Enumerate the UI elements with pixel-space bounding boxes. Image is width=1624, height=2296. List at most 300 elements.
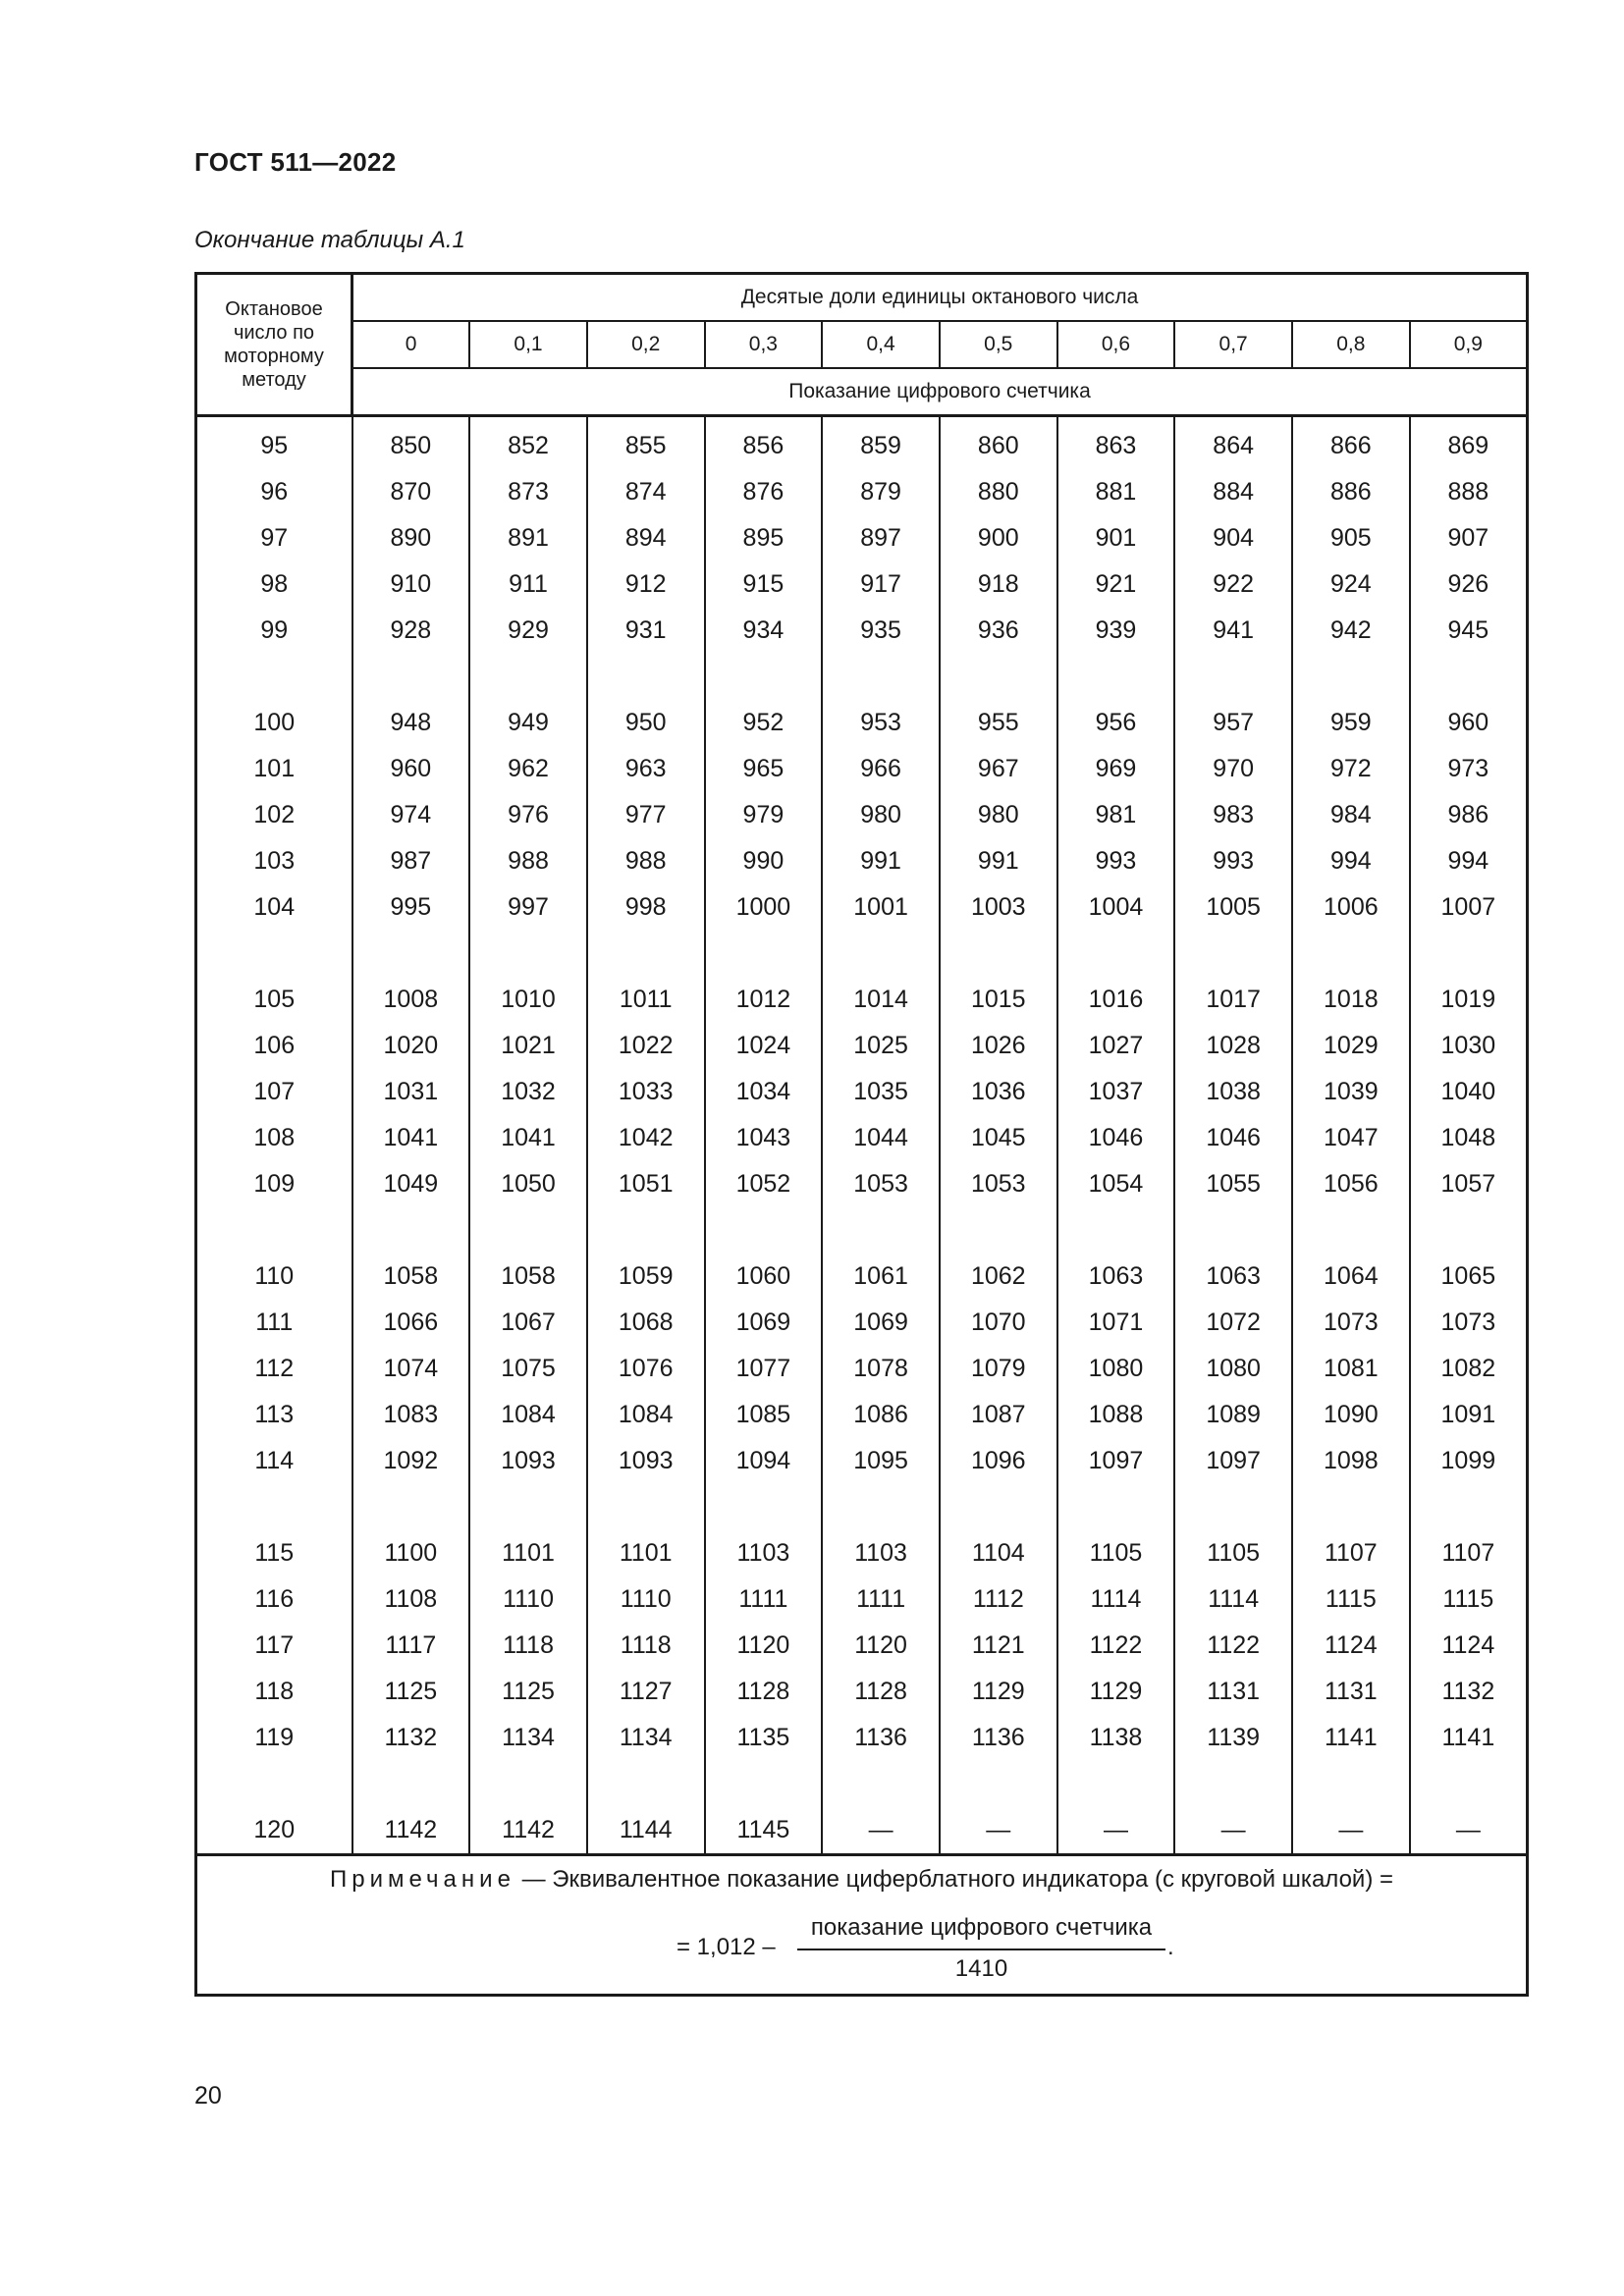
reading-cell: 990: [705, 838, 823, 884]
decimal-header-cell: 0,7: [1174, 321, 1292, 368]
reading-cell: 901: [1057, 515, 1175, 561]
table-row: [196, 792, 1528, 838]
reading-cell: 1141: [1292, 1715, 1410, 1761]
spacer-cell: [469, 931, 587, 977]
reading-cell: 1076: [587, 1346, 705, 1392]
spacer-cell: [1057, 1761, 1175, 1807]
table-row: [196, 1623, 1528, 1669]
reading-cell: 1018: [1292, 977, 1410, 1023]
spacer-cell: [940, 931, 1057, 977]
reading-cell: 856: [705, 416, 823, 470]
reading-cell: 934: [705, 608, 823, 654]
reading-cell: 1080: [1057, 1346, 1175, 1392]
reading-cell: 863: [1057, 416, 1175, 470]
reading-cell: 880: [940, 469, 1057, 515]
spacer-cell: [587, 1207, 705, 1254]
reading-cell: 1131: [1292, 1669, 1410, 1715]
reading-cell: 864: [1174, 416, 1292, 470]
table-row: [196, 838, 1528, 884]
octane-cell: 115: [196, 1530, 352, 1576]
reading-cell: 1085: [705, 1392, 823, 1438]
reading-cell: 1089: [1174, 1392, 1292, 1438]
table-row: [196, 1530, 1528, 1576]
reading-cell: 1128: [822, 1669, 940, 1715]
reading-cell: 905: [1292, 515, 1410, 561]
decimal-header-cell: 0,8: [1292, 321, 1410, 368]
reading-cell: 1031: [352, 1069, 470, 1115]
reading-cell: 869: [1410, 416, 1528, 470]
group-spacer-row: [196, 1761, 1528, 1807]
spacer-cell: [469, 654, 587, 700]
spacer-cell: [1292, 1761, 1410, 1807]
reading-cell: 1034: [705, 1069, 823, 1115]
reading-cell: 1054: [1057, 1161, 1175, 1207]
reading-cell: 1122: [1057, 1623, 1175, 1669]
reading-cell: 1086: [822, 1392, 940, 1438]
reading-cell: 1114: [1174, 1576, 1292, 1623]
reading-cell: 1046: [1057, 1115, 1175, 1161]
spacer-cell: [352, 1761, 470, 1807]
reading-cell: 1069: [822, 1300, 940, 1346]
reading-cell: 1027: [1057, 1023, 1175, 1069]
reading-cell: 1037: [1057, 1069, 1175, 1115]
reading-cell: 1068: [587, 1300, 705, 1346]
reading-cell: 886: [1292, 469, 1410, 515]
spacer-cell: [1057, 1207, 1175, 1254]
reading-cell: 987: [352, 838, 470, 884]
spacer-cell: [1410, 1207, 1528, 1254]
reading-cell: 870: [352, 469, 470, 515]
spacer-cell: [1174, 931, 1292, 977]
reading-cell: —: [940, 1807, 1057, 1855]
reading-cell: 1097: [1057, 1438, 1175, 1484]
reading-cell: 1042: [587, 1115, 705, 1161]
reading-header: Показание цифрового счетчика: [352, 368, 1528, 416]
reading-cell: 1115: [1410, 1576, 1528, 1623]
reading-cell: 1080: [1174, 1346, 1292, 1392]
reading-cell: 915: [705, 561, 823, 608]
reading-cell: 918: [940, 561, 1057, 608]
spacer-cell: [587, 1761, 705, 1807]
reading-cell: 960: [1410, 700, 1528, 746]
reading-cell: 1029: [1292, 1023, 1410, 1069]
reading-cell: 949: [469, 700, 587, 746]
group-spacer-row: [196, 931, 1528, 977]
reading-cell: 1053: [822, 1161, 940, 1207]
reading-cell: 1112: [940, 1576, 1057, 1623]
reading-cell: 1046: [1174, 1115, 1292, 1161]
reading-cell: 994: [1410, 838, 1528, 884]
reading-cell: 1084: [469, 1392, 587, 1438]
reading-cell: 1058: [352, 1254, 470, 1300]
reading-cell: 1122: [1174, 1623, 1292, 1669]
reading-cell: 973: [1410, 746, 1528, 792]
reading-cell: 1008: [352, 977, 470, 1023]
reading-cell: 1129: [1057, 1669, 1175, 1715]
reading-cell: 1071: [1057, 1300, 1175, 1346]
reading-cell: 1040: [1410, 1069, 1528, 1115]
reading-cell: 1048: [1410, 1115, 1528, 1161]
reading-cell: 980: [940, 792, 1057, 838]
spacer-cell: [822, 654, 940, 700]
table-row: [196, 416, 1528, 470]
reading-cell: 1128: [705, 1669, 823, 1715]
reading-cell: 1038: [1174, 1069, 1292, 1115]
reading-cell: 1078: [822, 1346, 940, 1392]
reading-cell: 1110: [587, 1576, 705, 1623]
reading-cell: 1044: [822, 1115, 940, 1161]
reading-cell: 935: [822, 608, 940, 654]
reading-cell: 874: [587, 469, 705, 515]
spacer-cell: [1057, 1484, 1175, 1530]
table-row: [196, 1807, 1528, 1855]
reading-cell: 941: [1174, 608, 1292, 654]
reading-cell: 1098: [1292, 1438, 1410, 1484]
reading-cell: 993: [1057, 838, 1175, 884]
reading-cell: 1118: [469, 1623, 587, 1669]
decimal-header-cell: 0,2: [587, 321, 705, 368]
spacer-cell: [822, 1207, 940, 1254]
reading-cell: 928: [352, 608, 470, 654]
formula-suffix: .: [1167, 1934, 1174, 1960]
table-row: [196, 469, 1528, 515]
table-row: [196, 1069, 1528, 1115]
reading-cell: 1139: [1174, 1715, 1292, 1761]
table-row: [196, 1392, 1528, 1438]
reading-cell: 897: [822, 515, 940, 561]
reading-cell: 1077: [705, 1346, 823, 1392]
fraction-bar: [797, 1949, 1165, 1950]
reading-cell: 1132: [352, 1715, 470, 1761]
reading-cell: 1059: [587, 1254, 705, 1300]
reading-cell: 1049: [352, 1161, 470, 1207]
reading-cell: 1124: [1410, 1623, 1528, 1669]
reading-cell: 1073: [1410, 1300, 1528, 1346]
reading-cell: 977: [587, 792, 705, 838]
reading-cell: 1019: [1410, 977, 1528, 1023]
reading-cell: 991: [822, 838, 940, 884]
spacer-cell: [1174, 1484, 1292, 1530]
reading-cell: 1121: [940, 1623, 1057, 1669]
reading-cell: 997: [469, 884, 587, 931]
reading-cell: 956: [1057, 700, 1175, 746]
spacer-cell: [1292, 931, 1410, 977]
spacer-cell: [1174, 1207, 1292, 1254]
reading-cell: 1033: [587, 1069, 705, 1115]
reading-cell: 1063: [1174, 1254, 1292, 1300]
spacer-cell: [705, 1207, 823, 1254]
octane-cell: 104: [196, 884, 352, 931]
table-row: [196, 561, 1528, 608]
reading-cell: 1118: [587, 1623, 705, 1669]
reading-cell: 1047: [1292, 1115, 1410, 1161]
spacer-cell: [469, 1207, 587, 1254]
spacer-cell: [352, 1207, 470, 1254]
reading-cell: 852: [469, 416, 587, 470]
octane-cell: 95: [196, 416, 352, 470]
reading-cell: 860: [940, 416, 1057, 470]
formula-prefix: = 1,012 –: [677, 1934, 776, 1960]
octane-cell: 99: [196, 608, 352, 654]
reading-cell: 1090: [1292, 1392, 1410, 1438]
reading-cell: 1063: [1057, 1254, 1175, 1300]
spacer-cell: [1410, 654, 1528, 700]
spacer-cell: [352, 931, 470, 977]
reading-cell: 952: [705, 700, 823, 746]
reading-cell: 1065: [1410, 1254, 1528, 1300]
reading-cell: 929: [469, 608, 587, 654]
reading-cell: 1025: [822, 1023, 940, 1069]
reading-cell: 881: [1057, 469, 1175, 515]
spacer-cell: [196, 1761, 352, 1807]
table-row: [196, 1346, 1528, 1392]
reading-cell: 1007: [1410, 884, 1528, 931]
reading-cell: 926: [1410, 561, 1528, 608]
spacer-cell: [196, 931, 352, 977]
reading-cell: 998: [587, 884, 705, 931]
reading-cell: 900: [940, 515, 1057, 561]
reading-cell: 1011: [587, 977, 705, 1023]
reading-cell: 1062: [940, 1254, 1057, 1300]
reading-cell: 960: [352, 746, 470, 792]
reading-cell: 1107: [1410, 1530, 1528, 1576]
reading-cell: 921: [1057, 561, 1175, 608]
reading-cell: 924: [1292, 561, 1410, 608]
reading-cell: 981: [1057, 792, 1175, 838]
reading-cell: 1000: [705, 884, 823, 931]
reading-cell: 1051: [587, 1161, 705, 1207]
octane-cell: 112: [196, 1346, 352, 1392]
reading-cell: 859: [822, 416, 940, 470]
reading-cell: 969: [1057, 746, 1175, 792]
spacer-cell: [196, 654, 352, 700]
reading-cell: 1142: [469, 1807, 587, 1855]
reading-cell: 986: [1410, 792, 1528, 838]
reading-cell: 1069: [705, 1300, 823, 1346]
reading-cell: 1136: [822, 1715, 940, 1761]
reading-cell: 994: [1292, 838, 1410, 884]
reading-cell: 1005: [1174, 884, 1292, 931]
reading-cell: —: [1292, 1807, 1410, 1855]
decimal-header-cell: 0,5: [940, 321, 1057, 368]
octane-cell: 118: [196, 1669, 352, 1715]
reading-cell: 1111: [822, 1576, 940, 1623]
spacer-cell: [822, 1761, 940, 1807]
table-row: [196, 1300, 1528, 1346]
reading-cell: 1039: [1292, 1069, 1410, 1115]
octane-cell: 105: [196, 977, 352, 1023]
decimal-header: Десятые доли единицы октанового числа: [352, 274, 1528, 322]
reading-cell: 991: [940, 838, 1057, 884]
reading-cell: 1108: [352, 1576, 470, 1623]
spacer-cell: [705, 1761, 823, 1807]
spacer-cell: [469, 1761, 587, 1807]
group-spacer-row: [196, 654, 1528, 700]
spacer-cell: [705, 654, 823, 700]
octane-cell: 98: [196, 561, 352, 608]
reading-cell: 1092: [352, 1438, 470, 1484]
reading-cell: 1134: [587, 1715, 705, 1761]
reading-cell: 850: [352, 416, 470, 470]
table-row: [196, 977, 1528, 1023]
table-row: [196, 1161, 1528, 1207]
octane-cell: 109: [196, 1161, 352, 1207]
reading-cell: 963: [587, 746, 705, 792]
reading-cell: 1136: [940, 1715, 1057, 1761]
spacer-cell: [1410, 1761, 1528, 1807]
reading-cell: 1120: [822, 1623, 940, 1669]
group-spacer-row: [196, 1484, 1528, 1530]
reading-cell: 1041: [352, 1115, 470, 1161]
spacer-cell: [705, 931, 823, 977]
table-note: [196, 1855, 1528, 1996]
octane-cell: 119: [196, 1715, 352, 1761]
reading-cell: 1045: [940, 1115, 1057, 1161]
table-row: [196, 746, 1528, 792]
reading-cell: 939: [1057, 608, 1175, 654]
reading-cell: 1053: [940, 1161, 1057, 1207]
reading-cell: 957: [1174, 700, 1292, 746]
reading-cell: 1095: [822, 1438, 940, 1484]
table-row: [196, 1023, 1528, 1069]
reading-cell: 1020: [352, 1023, 470, 1069]
reading-cell: 1012: [705, 977, 823, 1023]
spacer-cell: [940, 1484, 1057, 1530]
table-row: [196, 1115, 1528, 1161]
reading-cell: 876: [705, 469, 823, 515]
note-line: [197, 1866, 1526, 1894]
table-body: [196, 416, 1528, 1855]
reading-cell: 1017: [1174, 977, 1292, 1023]
reading-cell: 1105: [1057, 1530, 1175, 1576]
octane-cell: 101: [196, 746, 352, 792]
decimal-header-cell: 0,1: [469, 321, 587, 368]
reading-cell: 1035: [822, 1069, 940, 1115]
reading-cell: 974: [352, 792, 470, 838]
reading-cell: 1117: [352, 1623, 470, 1669]
reading-cell: 1088: [1057, 1392, 1175, 1438]
reading-cell: 912: [587, 561, 705, 608]
spacer-cell: [469, 1484, 587, 1530]
reading-cell: —: [822, 1807, 940, 1855]
spacer-cell: [1057, 931, 1175, 977]
formula-numerator: показание цифрового счетчика: [810, 1914, 1153, 1941]
row-header-label: Октановое число по моторному методу: [196, 274, 352, 416]
reading-cell: 1129: [940, 1669, 1057, 1715]
reading-cell: 1074: [352, 1346, 470, 1392]
reading-cell: 983: [1174, 792, 1292, 838]
octane-cell: 108: [196, 1115, 352, 1161]
formula-fraction: [797, 1911, 1165, 1986]
reading-cell: 884: [1174, 469, 1292, 515]
reading-cell: 1052: [705, 1161, 823, 1207]
spacer-cell: [822, 1484, 940, 1530]
group-spacer-row: [196, 1207, 1528, 1254]
table-row: [196, 1715, 1528, 1761]
reading-cell: 1142: [352, 1807, 470, 1855]
formula: [677, 1911, 1364, 1990]
spacer-cell: [1292, 1484, 1410, 1530]
reading-cell: 1026: [940, 1023, 1057, 1069]
octane-cell: 116: [196, 1576, 352, 1623]
spacer-cell: [352, 1484, 470, 1530]
reading-cell: 1050: [469, 1161, 587, 1207]
reading-cell: 890: [352, 515, 470, 561]
reading-cell: —: [1410, 1807, 1528, 1855]
reading-cell: 1094: [705, 1438, 823, 1484]
reading-cell: 1145: [705, 1807, 823, 1855]
table-row: [196, 884, 1528, 931]
reading-cell: 1093: [469, 1438, 587, 1484]
octane-conversion-table: [194, 272, 1529, 1997]
reading-cell: 1032: [469, 1069, 587, 1115]
octane-cell: 103: [196, 838, 352, 884]
spacer-cell: [940, 1207, 1057, 1254]
octane-cell: 106: [196, 1023, 352, 1069]
reading-cell: 894: [587, 515, 705, 561]
reading-cell: 1043: [705, 1115, 823, 1161]
reading-cell: 1101: [469, 1530, 587, 1576]
reading-cell: 1101: [587, 1530, 705, 1576]
spacer-cell: [1057, 654, 1175, 700]
reading-cell: 1124: [1292, 1623, 1410, 1669]
reading-cell: 948: [352, 700, 470, 746]
reading-cell: 1103: [822, 1530, 940, 1576]
reading-cell: 1028: [1174, 1023, 1292, 1069]
reading-cell: 907: [1410, 515, 1528, 561]
reading-cell: 1010: [469, 977, 587, 1023]
reading-cell: 1082: [1410, 1346, 1528, 1392]
reading-cell: 1003: [940, 884, 1057, 931]
reading-cell: 1134: [469, 1715, 587, 1761]
reading-cell: 945: [1410, 608, 1528, 654]
reading-cell: 1093: [587, 1438, 705, 1484]
reading-cell: 1079: [940, 1346, 1057, 1392]
spacer-cell: [822, 931, 940, 977]
octane-cell: 114: [196, 1438, 352, 1484]
reading-cell: 1070: [940, 1300, 1057, 1346]
reading-cell: 966: [822, 746, 940, 792]
reading-cell: 1096: [940, 1438, 1057, 1484]
page-number: 20: [194, 2082, 222, 2109]
octane-cell: 96: [196, 469, 352, 515]
spacer-cell: [196, 1484, 352, 1530]
reading-cell: 1135: [705, 1715, 823, 1761]
reading-cell: 910: [352, 561, 470, 608]
reading-cell: 1120: [705, 1623, 823, 1669]
reading-cell: 1103: [705, 1530, 823, 1576]
spacer-cell: [1174, 654, 1292, 700]
octane-cell: 100: [196, 700, 352, 746]
reading-cell: 953: [822, 700, 940, 746]
reading-cell: 873: [469, 469, 587, 515]
reading-cell: 942: [1292, 608, 1410, 654]
spacer-cell: [587, 1484, 705, 1530]
reading-cell: 1087: [940, 1392, 1057, 1438]
spacer-cell: [1292, 1207, 1410, 1254]
spacer-cell: [940, 1761, 1057, 1807]
octane-cell: 107: [196, 1069, 352, 1115]
reading-cell: 962: [469, 746, 587, 792]
reading-cell: 1041: [469, 1115, 587, 1161]
reading-cell: 1100: [352, 1530, 470, 1576]
spacer-cell: [1174, 1761, 1292, 1807]
reading-cell: 995: [352, 884, 470, 931]
octane-cell: 117: [196, 1623, 352, 1669]
decimal-header-cell: 0: [352, 321, 470, 368]
table-row: [196, 700, 1528, 746]
reading-cell: 950: [587, 700, 705, 746]
